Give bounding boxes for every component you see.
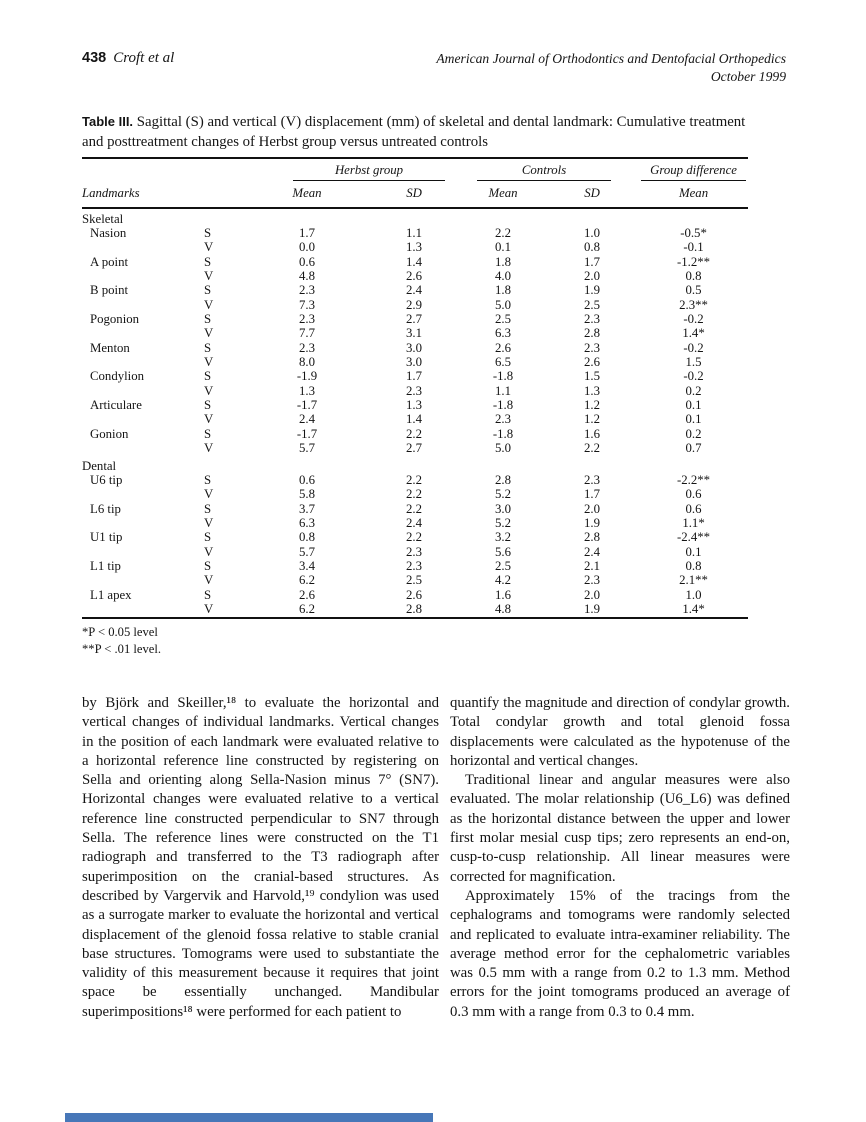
value-cell: -0.2 <box>683 340 704 355</box>
table-caption-text: Sagittal (S) and vertical (V) displacement (mm) of skeletal and dental landmark: Cumulative treatment and posttreatment changes of Herbst group versus untreated controls <box>82 114 746 150</box>
value-cell: 2.8 <box>406 601 422 616</box>
value-cell: 3.0 <box>406 340 422 355</box>
landmark-cell: Nasion <box>90 226 127 241</box>
column-header-row <box>82 181 748 208</box>
value-cell: 5.0 <box>495 441 512 456</box>
value-cell: -1.8 <box>492 369 514 384</box>
sv-cell: S <box>204 426 212 441</box>
sv-cell: V <box>204 573 214 588</box>
value-cell: 1.2 <box>584 398 601 413</box>
value-cell: 2.2 <box>406 472 422 487</box>
value-cell: 2.8 <box>584 326 601 341</box>
value-cell: 0.8 <box>685 558 702 573</box>
table-row <box>82 427 748 441</box>
value-cell: 6.3 <box>299 515 315 530</box>
table-row <box>82 370 748 384</box>
body-column-right <box>450 694 790 1022</box>
value-cell: 2.3 <box>584 312 601 327</box>
authors: Croft et al <box>113 50 175 66</box>
landmark-cell <box>82 355 202 369</box>
table-row <box>82 327 748 341</box>
landmark-cell: L6 tip <box>90 501 121 516</box>
value-cell: 2.7 <box>406 312 422 327</box>
table-row <box>82 516 748 530</box>
sv-cell: V <box>204 601 214 616</box>
table-row <box>82 588 748 602</box>
sv-cell: V <box>204 240 214 255</box>
value-cell: 4.8 <box>495 601 512 616</box>
value-cell: 2.3 <box>406 558 422 573</box>
body-paragraph: quantify the magnitude and direction of condylar growth. Total condylar growth and total glenoid fossa displacements were calculated as the hypotenuse of the horizontal and vertical changes. <box>450 695 790 769</box>
value-cell: 6.5 <box>495 355 512 370</box>
value-cell: 0.6 <box>299 472 315 487</box>
running-head <box>82 50 786 85</box>
value-cell: 2.6 <box>584 355 601 370</box>
value-cell: 5.2 <box>495 515 512 530</box>
col-header-herbst-sd: SD <box>367 181 461 208</box>
value-cell: 1.7 <box>299 226 315 241</box>
table-caption <box>82 112 758 152</box>
landmark-cell <box>82 545 202 559</box>
sv-cell: S <box>204 587 212 602</box>
value-cell: -2.2** <box>677 472 711 487</box>
value-cell: 0.2 <box>685 426 702 441</box>
sv-cell: S <box>204 254 212 269</box>
value-cell: 1.6 <box>584 426 601 441</box>
value-cell: 2.3** <box>679 297 708 312</box>
value-cell: -1.8 <box>492 426 514 441</box>
value-cell: 2.6 <box>299 587 315 602</box>
landmark-cell: Menton <box>90 340 130 355</box>
value-cell: 4.0 <box>495 269 512 284</box>
value-cell: 2.3 <box>406 383 422 398</box>
value-cell: 2.8 <box>495 472 512 487</box>
table-row <box>82 398 748 412</box>
value-cell: 2.2 <box>406 501 422 516</box>
value-cell: -1.7 <box>296 426 318 441</box>
value-cell: 2.1** <box>679 573 708 588</box>
value-cell: 1.5 <box>685 355 702 370</box>
value-cell: 7.7 <box>299 326 315 341</box>
sv-cell: S <box>204 283 212 298</box>
table-row <box>82 269 748 283</box>
landmark-cell: A point <box>90 254 129 269</box>
landmark-cell <box>82 384 202 398</box>
journal-title: American Journal of Orthodontics and Dentofacial Orthopedics <box>436 51 786 66</box>
sv-cell: V <box>204 441 214 456</box>
col-header-controls-sd: SD <box>545 181 639 208</box>
landmark-cell <box>82 413 202 427</box>
landmark-cell: U6 tip <box>90 472 123 487</box>
value-cell: 8.0 <box>299 355 315 370</box>
table-row <box>82 602 748 617</box>
value-cell: 0.8 <box>299 530 315 545</box>
value-cell: 1.3 <box>299 383 315 398</box>
col-header-diff-mean: Mean <box>639 181 748 208</box>
value-cell: 0.0 <box>299 240 315 255</box>
value-cell: -0.1 <box>683 240 704 255</box>
table-row <box>82 341 748 355</box>
landmark-cell <box>82 488 202 502</box>
value-cell: 2.0 <box>584 269 601 284</box>
col-header-controls-mean: Mean <box>461 181 545 208</box>
value-cell: 1.2 <box>584 412 601 427</box>
sv-cell: V <box>204 487 214 502</box>
value-cell: 3.1 <box>406 326 422 341</box>
landmark-cell <box>82 442 202 456</box>
value-cell: 1.3 <box>406 398 422 413</box>
value-cell: 1.7 <box>584 487 601 502</box>
footnote-2: **P < .01 level. <box>82 642 162 657</box>
value-cell: 5.7 <box>299 441 315 456</box>
sv-cell: V <box>204 326 214 341</box>
value-cell: 1.1 <box>406 226 422 241</box>
landmark-cell: Articulare <box>90 398 142 413</box>
sv-cell: V <box>204 544 214 559</box>
table-row <box>82 226 748 240</box>
value-cell: 3.4 <box>299 558 315 573</box>
value-cell: 0.8 <box>584 240 601 255</box>
sv-cell: V <box>204 355 214 370</box>
value-cell: 2.2 <box>584 441 601 456</box>
value-cell: 0.6 <box>299 254 315 269</box>
value-cell: 2.5 <box>584 297 601 312</box>
table-row <box>82 241 748 255</box>
page-number: 438 <box>82 50 107 66</box>
value-cell: 2.1 <box>584 558 601 573</box>
landmark-cell: L1 tip <box>90 558 121 573</box>
sv-cell: S <box>204 530 212 545</box>
value-cell: 4.2 <box>495 573 512 588</box>
value-cell: 0.2 <box>685 383 702 398</box>
value-cell: 2.4 <box>299 412 315 427</box>
sv-cell: S <box>204 501 212 516</box>
value-cell: 1.3 <box>584 383 601 398</box>
sv-cell: S <box>204 558 212 573</box>
value-cell: 1.9 <box>584 515 601 530</box>
table-body <box>82 208 748 618</box>
landmark-cell: Condylion <box>90 369 145 384</box>
sv-cell: V <box>204 412 214 427</box>
value-cell: 1.4 <box>406 254 422 269</box>
col-header-sv <box>202 181 247 208</box>
landmark-cell: Pogonion <box>90 312 140 327</box>
value-cell: 1.8 <box>495 254 512 269</box>
sv-cell: S <box>204 226 212 241</box>
value-cell: 5.6 <box>495 544 512 559</box>
value-cell: 2.3 <box>299 283 315 298</box>
table-row <box>82 531 748 545</box>
value-cell: 1.7 <box>406 369 422 384</box>
value-cell: -1.7 <box>296 398 318 413</box>
value-cell: 3.0 <box>406 355 422 370</box>
table-row <box>82 442 748 456</box>
landmark-cell: B point <box>90 283 129 298</box>
journal-issue: October 1999 <box>710 68 786 84</box>
value-cell: 2.4 <box>406 515 422 530</box>
value-cell: 1.9 <box>584 283 601 298</box>
value-cell: -1.2** <box>677 254 711 269</box>
sv-cell: S <box>204 369 212 384</box>
value-cell: 1.8 <box>495 283 512 298</box>
value-cell: 2.2 <box>406 487 422 502</box>
value-cell: 2.3 <box>584 472 601 487</box>
table-row <box>82 298 748 312</box>
landmark-cell <box>82 327 202 341</box>
value-cell: 2.5 <box>406 573 422 588</box>
value-cell: 0.7 <box>685 441 702 456</box>
landmark-cell <box>82 602 202 617</box>
value-cell: -2.4** <box>677 530 711 545</box>
value-cell: 0.1 <box>685 544 702 559</box>
landmark-cell: L1 apex <box>90 587 132 602</box>
body-paragraph: Traditional linear and angular measures were also evaluated. The molar relationship (U6_L6) was defined as the horizontal distance between the upper and lower first molar mesial cusp tips; zero represents an end-on, cusp-to-cusp relationship. All linear measures were corrected for magnification. <box>450 772 790 885</box>
value-cell: 2.6 <box>406 269 422 284</box>
table-row <box>82 559 748 573</box>
group-header-controls: Controls <box>461 158 639 181</box>
value-cell: 6.2 <box>299 601 315 616</box>
sv-cell: V <box>204 269 214 284</box>
value-cell: -0.2 <box>683 312 704 327</box>
table-row <box>82 255 748 269</box>
value-cell: 1.4* <box>682 326 705 341</box>
value-cell: 2.5 <box>495 558 512 573</box>
table-footnotes <box>82 624 748 659</box>
value-cell: 2.3 <box>299 312 315 327</box>
table-row <box>82 502 748 516</box>
value-cell: 1.0 <box>584 226 601 241</box>
landmark-cell: Gonion <box>90 426 129 441</box>
value-cell: 1.9 <box>584 601 601 616</box>
sv-cell: S <box>204 312 212 327</box>
value-cell: 1.7 <box>584 254 601 269</box>
value-cell: 4.8 <box>299 269 315 284</box>
running-head-left <box>82 50 174 67</box>
value-cell: 6.2 <box>299 573 315 588</box>
body-paragraph: Approximately 15% of the tracings from the cephalograms and tomograms were randomly selected and replicated to evaluate intra-examiner reliability. The average method error for the cephalometric variables was 0.5 mm with a range from 0.2 to 1.3 mm. Method errors for the joint tomograms produced an average of 0.3 mm with a range from 0.3 to 0.4 mm. <box>450 887 790 1020</box>
sv-cell: S <box>204 472 212 487</box>
col-header-herbst-mean: Mean <box>247 181 367 208</box>
value-cell: 2.3 <box>406 544 422 559</box>
group-header-difference: Group difference <box>639 158 748 181</box>
value-cell: -1.8 <box>492 398 514 413</box>
value-cell: 2.2 <box>406 530 422 545</box>
footnote-1: *P < 0.05 level <box>82 624 158 639</box>
body-text <box>82 694 790 1022</box>
sv-cell: V <box>204 515 214 530</box>
bottom-bar <box>65 1113 433 1122</box>
value-cell: 2.3 <box>584 573 601 588</box>
value-cell: 2.7 <box>406 441 422 456</box>
value-cell: 0.1 <box>685 412 702 427</box>
value-cell: 2.0 <box>584 501 601 516</box>
value-cell: 7.3 <box>299 297 315 312</box>
value-cell: 2.2 <box>406 426 422 441</box>
body-column-left <box>82 694 439 1022</box>
table-row <box>82 473 748 487</box>
table-section-label: Dental <box>82 458 117 473</box>
value-cell: 1.4 <box>406 412 422 427</box>
value-cell: 0.5 <box>685 283 702 298</box>
table-section-row <box>82 208 748 226</box>
landmark-cell <box>82 574 202 588</box>
value-cell: 5.2 <box>495 487 512 502</box>
value-cell: 5.0 <box>495 297 512 312</box>
table-section-label: Skeletal <box>82 211 124 226</box>
value-cell: -0.5* <box>680 226 707 241</box>
value-cell: 0.6 <box>685 487 702 502</box>
value-cell: 1.3 <box>406 240 422 255</box>
value-cell: 2.6 <box>406 587 422 602</box>
table-row <box>82 284 748 298</box>
landmark-cell: U1 tip <box>90 530 123 545</box>
table-row <box>82 574 748 588</box>
value-cell: 1.6 <box>495 587 512 602</box>
group-header-spacer <box>82 158 247 181</box>
value-cell: 2.4 <box>584 544 601 559</box>
sv-cell: S <box>204 340 212 355</box>
value-cell: -0.2 <box>683 369 704 384</box>
table-row <box>82 355 748 369</box>
table-row <box>82 384 748 398</box>
value-cell: 2.3 <box>584 340 601 355</box>
value-cell: 5.8 <box>299 487 315 502</box>
value-cell: 2.8 <box>584 530 601 545</box>
value-cell: 1.4* <box>682 601 705 616</box>
value-cell: 3.2 <box>495 530 512 545</box>
value-cell: 0.6 <box>685 501 702 516</box>
value-cell: 3.0 <box>495 501 512 516</box>
landmark-cell <box>82 298 202 312</box>
landmark-cell <box>82 516 202 530</box>
table-row <box>82 312 748 326</box>
value-cell: -1.9 <box>296 369 318 384</box>
col-header-landmarks: Landmarks <box>82 181 202 208</box>
value-cell: 3.7 <box>299 501 315 516</box>
value-cell: 6.3 <box>495 326 512 341</box>
value-cell: 2.9 <box>406 297 422 312</box>
table-row <box>82 413 748 427</box>
table-section-row <box>82 456 748 473</box>
landmark-cell <box>82 269 202 283</box>
sv-cell: V <box>204 297 214 312</box>
table-label: Table III. <box>82 114 134 129</box>
value-cell: 1.0 <box>685 587 702 602</box>
value-cell: 2.6 <box>495 340 512 355</box>
landmark-cell <box>82 241 202 255</box>
table-row <box>82 488 748 502</box>
sv-cell: V <box>204 383 214 398</box>
value-cell: 2.4 <box>406 283 422 298</box>
group-header-row <box>82 158 748 181</box>
value-cell: 2.0 <box>584 587 601 602</box>
table-row <box>82 545 748 559</box>
value-cell: 0.1 <box>495 240 512 255</box>
value-cell: 1.1 <box>495 383 512 398</box>
value-cell: 2.3 <box>299 340 315 355</box>
value-cell: 0.1 <box>685 398 702 413</box>
value-cell: 1.5 <box>584 369 601 384</box>
table-container <box>82 157 748 659</box>
running-head-right <box>436 50 786 85</box>
sv-cell: S <box>204 398 212 413</box>
group-header-herbst: Herbst group <box>247 158 461 181</box>
value-cell: 2.2 <box>495 226 512 241</box>
body-paragraph: by Björk and Skeiller,¹⁸ to evaluate the horizontal and vertical changes of individual landmarks. Vertical changes in the position of each landmark were evaluated relative to a horizontal reference line constructed by registering on Sella and orienting along Sella-Nasion minus 7° (SN7). Horizontal changes were evaluated relative to a vertical reference line constructed perpendicular to SN7 through Sella. The reference lines were constructed on the T1 radiograph and transferred to the T3 radiograph after superimposition on the cranial-based structures. As described by Vargervik and Harvold,¹⁹ condylion was used as a surrogate marker to evaluate the horizontal and vertical displacement of the glenoid fossa relative to stable cranial base structures. Tomograms were used to substantiate the validity of this measurement because it requires that joint space be essentially unchanged. Mandibular superimpositions¹⁸ were performed for each patient to <box>82 695 439 1020</box>
value-cell: 5.7 <box>299 544 315 559</box>
value-cell: 2.3 <box>495 412 512 427</box>
results-table <box>82 157 748 619</box>
value-cell: 1.1* <box>682 515 705 530</box>
value-cell: 2.5 <box>495 312 512 327</box>
value-cell: 0.8 <box>685 269 702 284</box>
